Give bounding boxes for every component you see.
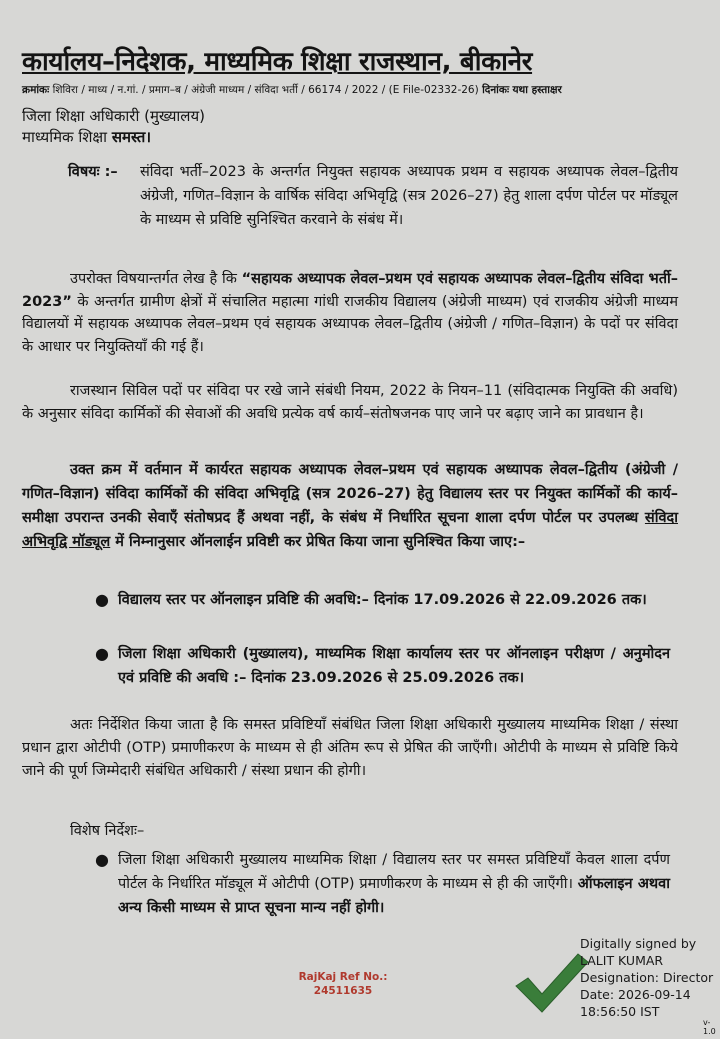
paragraph-1-rest: के अन्तर्गत ग्रामीण क्षेत्रों में संचालित महात्मा गांधी राजकीय विद्यालय (अंग्रेजी माध्यम) एवं राजकीय अंग्रेजी माध्यम विद्यालयों में सहायक अध्यापक लेवल–प्रथम एवं सहायक अध्यापक लेवल–द्वितीय (अंग्रेजी / गणित–विज्ञान) के पदों पर संविदा के आधार पर नियुक्तियाँ की गई हैं। <box>22 293 678 355</box>
paragraph-2-text: राजस्थान सिविल पदों पर संविदा पर रखे जाने संबंधी नियम, 2022 के नियन–11 (संविदात्मक नियुक्ति की अवधि) के अनुसार संविदा कार्मिकों की सेवाओं की अवधि प्रत्येक वर्ष कार्य–संतोषजनक पाए जाने पर बढ़ाए जाने का प्रावधान है। <box>22 383 678 422</box>
rajkaj-reference <box>288 970 398 998</box>
paragraph-3-start: उक्त क्रम में वर्तमान में कार्यरत सहायक अध्यापक लेवल–प्रथम एवं सहायक अध्यापक लेवल–द्वितीय (अंग्रेजी / गणित–विज्ञान) संविदा कार्मिकों की संविदा अभिवृद्वि (सत्र 2026–27) हेतु विद्यालय स्तर पर नियुक्त कार्मिकों की कार्य–समीक्षा उपरान्त उनकी सेवाएँ संतोषप्रद हैं अथवा नहीं, के संबंध में निर्धारित सूचना शाला दर्पण पोर्टल पर उपलब्ध <box>22 462 678 526</box>
ref-number: शिविरा / माध्य / न.गां. / प्रमाग–ब / अंग्रेजी माध्यम / संविदा भर्ती / 66174 / 2022 / (E File-02332-26) <box>52 84 479 96</box>
paragraph-3 <box>22 458 678 554</box>
addressee <box>22 106 205 148</box>
reference-line <box>22 83 702 97</box>
date-label: दिनांकः <box>482 84 510 96</box>
module-link-text: संविदा अभिवृद्वि मॉड्यूल <box>22 510 678 550</box>
sig-line-3: Designation: Director <box>580 970 714 985</box>
date-value: यथा हस्ताक्षर <box>512 84 562 96</box>
special-instructions-label <box>22 820 678 843</box>
digital-signature <box>580 935 715 1020</box>
paragraph-4 <box>22 714 678 783</box>
addressee-line-2-prefix: माध्यमिक शिक्षा <box>22 128 112 146</box>
bullet-1: विद्यालय स्तर पर ऑनलाइन प्रविष्टि की अवधि:– दिनांक 17.09.2026 से 22.09.2026 तक। <box>118 592 647 608</box>
paragraph-2 <box>22 380 678 425</box>
addressee-line-2-bold: समस्त। <box>111 128 152 146</box>
rajkaj-label: RajKaj Ref No.: <box>298 971 388 983</box>
paragraph-4-text: अतः निर्देशित किया जाता है कि समस्त प्रविष्टियाँ संबंधित जिला शिक्षा अधिकारी मुख्यालय माध्यमिक शिक्षा / संस्था प्रधान द्वारा ओटीपी (OTP) प्रमाणीकरण के माध्यम से ही अंतिम रूप से प्रेषित की जाएँगी। ओटीपी के माध्यम से प्रविष्टि किये जाने की पूर्ण जिम्मेदारी संबंधित अधिकारी / संस्था प्रधान की होगी। <box>22 717 678 779</box>
bullet-dot-1: ● <box>95 590 109 609</box>
subject-text: संविदा भर्ती–2023 के अन्तर्गत नियुक्त सहायक अध्यापक प्रथम व सहायक अध्यापक लेवल–द्वितीय अंग्रेजी, गणित–विज्ञान के वार्षिक संविदा अभिवृद्वि (सत्र 2026–27) हेतु शाला दर्पण पोर्टल पर मॉड्यूल के माध्यम से प्रविष्टि सुनिश्चित करवाने के संबंध में। <box>140 164 678 228</box>
version-label: v-1.0 <box>703 1018 716 1036</box>
subject-label: विषयः :– <box>68 164 118 180</box>
paragraph-1-bold: “सहायक अध्यापक लेवल–प्रथम एवं सहायक अध्यापक लेवल–द्वितीय संविदा भर्ती–2023” <box>22 271 678 310</box>
bullet-3-text: जिला शिक्षा अधिकारी मुख्यालय माध्यमिक शिक्षा / विद्यालय स्तर पर समस्त प्रविष्टियाँ केवल शाला दर्पण पोर्टल के निर्धारित मॉड्यूल में ओटीपी (OTP) प्रमाणीकरण के माध्यम से ही की जाएँगी। <box>118 852 670 892</box>
sig-line-4: Date: 2026-09-14 <box>580 987 691 1002</box>
bullet-3-bold: ऑफलाइन अथवा अन्य किसी माध्यम से प्राप्त सूचना मान्य नहीं होगी। <box>118 876 670 916</box>
ref-label: क्रमांकः <box>22 84 50 96</box>
special-label-text: विशेष निर्देशः– <box>70 823 145 839</box>
sig-line-5: 18:56:50 IST <box>580 1004 660 1019</box>
bullet-dot-3: ● <box>95 850 109 869</box>
office-title: कार्यालय–निदेशक, माध्यमिक शिक्षा राजस्थान, बीकानेर <box>22 47 533 77</box>
sig-line-1: Digitally signed by <box>580 936 697 951</box>
sig-line-2: LALIT KUMAR <box>580 953 664 968</box>
paragraph-1 <box>22 268 678 358</box>
paragraph-3-rest: में निम्नानुसार ऑनलाईन प्रविष्टी कर प्रेषित किया जाना सुनिश्चित किया जाए:– <box>110 534 526 550</box>
bullet-2: जिला शिक्षा अधिकारी (मुख्यालय), माध्यमिक शिक्षा कार्यालय स्तर पर ऑनलाइन परीक्षण / अनुमोदन एवं प्रविष्टि की अवधि :– दिनांक 23.09.2026 से 25.09.2026 तक। <box>118 646 670 686</box>
rajkaj-number: 24511635 <box>313 985 373 997</box>
paragraph-1-start: उपरोक्त विषयान्तर्गत लेख है कि <box>70 271 242 287</box>
addressee-line-1: जिला शिक्षा अधिकारी (मुख्यालय) <box>22 107 205 125</box>
bullet-dot-2: ● <box>95 644 109 663</box>
addressee-line-2 <box>22 127 205 148</box>
bullet-3 <box>118 848 670 920</box>
